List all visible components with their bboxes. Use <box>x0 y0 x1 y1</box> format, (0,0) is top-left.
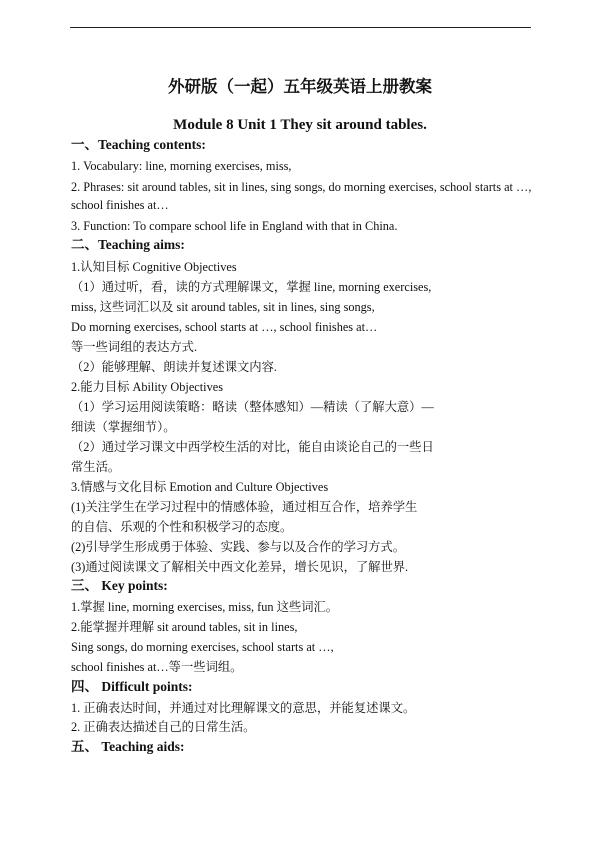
body-line: 1. 正确表达时间，并通过对比理解课文的意思，并能复述课文。 <box>71 701 416 715</box>
body-line: 常生活。 <box>71 460 121 474</box>
body-line: 3. Function: To compare school life in England with that in China. <box>71 219 398 233</box>
body-line: 2.能力目标 Ability Objectives <box>71 380 223 394</box>
body-line: school finishes at…等一些词组。 <box>71 660 243 674</box>
body-line: 1.掌握 line, morning exercises, miss, fun 这些词汇。 <box>71 600 339 614</box>
body-line: (3)通过阅读课文了解相关中西文化差异，增长见识，了解世界. <box>71 560 409 574</box>
section-heading-contents: 一、Teaching contents: <box>71 137 206 152</box>
body-line: 的自信、乐观的个性和积极学习的态度。 <box>71 520 293 534</box>
body-line: （1）通过听，看，读的方式理解课文，掌握 line, morning exercises, <box>71 280 432 294</box>
body-line: Do morning exercises, school starts at …, school finishes at… <box>71 320 378 334</box>
body-line: 2. 正确表达描述自己的日常生活。 <box>71 720 256 734</box>
header-rule <box>70 27 531 28</box>
body-line: 细读（掌握细节）。 <box>71 420 176 434</box>
page-title: 外研版（一起）五年级英语上册教案 <box>168 77 432 96</box>
body-line: 2. Phrases: sit around tables, sit in lines, sing songs, do morning exercises, school starts at …, <box>71 180 532 194</box>
section-heading-difficult-points: 四、 Difficult points: <box>71 679 193 694</box>
section-heading-key-points: 三、 Key points: <box>71 578 168 593</box>
body-line: （1）学习运用阅读策略：略读（整体感知）—精读（了解大意）— <box>71 400 434 414</box>
lesson-title: Module 8 Unit 1 They sit around tables. <box>173 117 427 133</box>
body-line: school finishes at… <box>71 198 169 212</box>
section-heading-aims: 二、Teaching aims: <box>71 237 185 252</box>
body-line: (1)关注学生在学习过程中的情感体验，通过相互合作，培养学生 <box>71 500 418 514</box>
body-line: （2）通过学习课文中西学校生活的对比，能自由谈论自己的一些日 <box>71 440 434 454</box>
body-line: 3.情感与文化目标 Emotion and Culture Objectives <box>71 480 329 494</box>
body-line: miss, 这些词汇以及 sit around tables, sit in lines, sing songs, <box>71 300 375 314</box>
body-line: 等一些词组的表达方式. <box>71 340 198 354</box>
body-line: 1. Vocabulary: line, morning exercises, miss, <box>71 159 292 173</box>
body-line: (2)引导学生形成勇于体验、实践、参与以及合作的学习方式。 <box>71 540 406 554</box>
body-line: 1.认知目标 Cognitive Objectives <box>71 260 237 274</box>
body-line: （2）能够理解、朗读并复述课文内容. <box>71 360 277 374</box>
body-line: Sing songs, do morning exercises, school starts at …, <box>71 640 334 654</box>
body-line: 2.能掌握并理解 sit around tables, sit in lines, <box>71 620 298 634</box>
section-heading-teaching-aids: 五、 Teaching aids: <box>71 739 185 754</box>
